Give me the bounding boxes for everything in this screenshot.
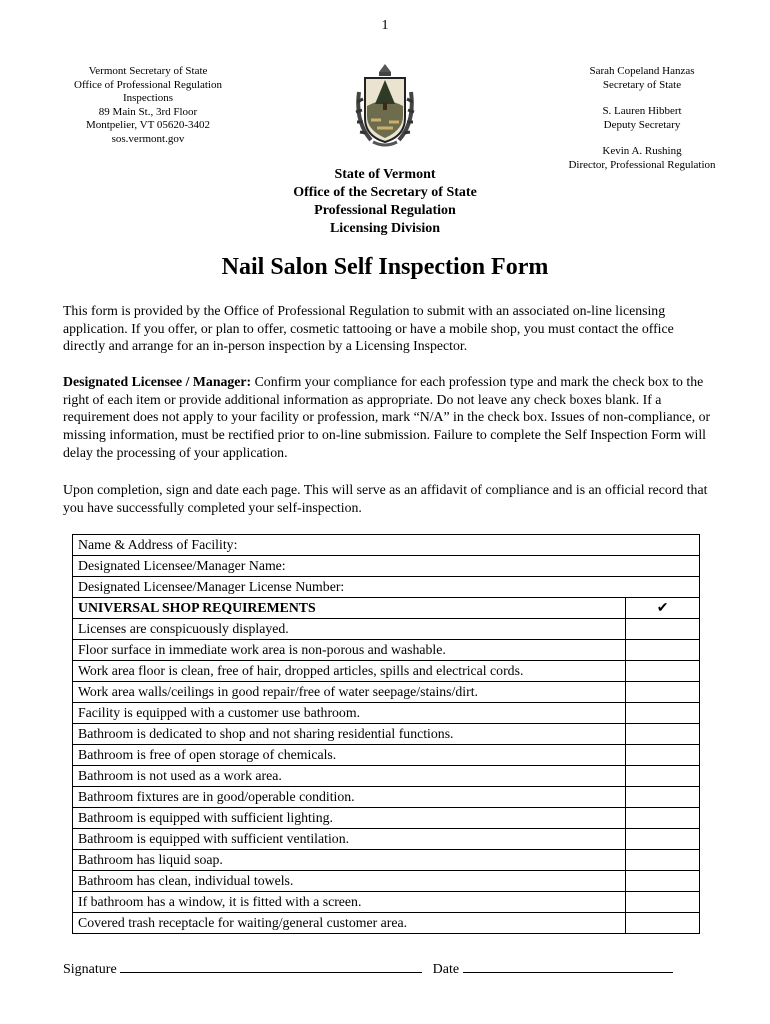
official-title: Deputy Secretary — [603, 118, 681, 131]
address-line: sos.vermont.gov — [111, 132, 185, 145]
requirement-text: Bathroom has clean, individual towels. — [73, 871, 626, 892]
requirement-text: Licenses are conspicuously displayed. — [73, 619, 626, 640]
official-name: Kevin A. Rushing — [602, 145, 682, 157]
table-row — [73, 766, 700, 787]
section-header-row — [73, 598, 700, 619]
sender-address — [62, 65, 234, 146]
address-line: Office of Professional Regulation — [74, 78, 222, 91]
table-row — [73, 808, 700, 829]
check-box[interactable] — [626, 871, 700, 892]
requirement-text: Facility is equipped with a customer use bathroom. — [73, 703, 626, 724]
official-name: S. Lauren Hibbert — [602, 105, 682, 117]
official-name: Sarah Copeland Hanzas — [589, 65, 695, 77]
check-box[interactable] — [626, 640, 700, 661]
requirement-text: Bathroom is free of open storage of chemicals. — [73, 745, 626, 766]
instructions-paragraph — [63, 373, 713, 462]
inspection-table — [72, 534, 700, 934]
intro-paragraph: This form is provided by the Office of Professional Regulation to submit with an associated on-line licensing application. If you offer, or plan to offer, cosmetic tattooing or have a mobile shop, you must contact the office directly and arrange for an in-person inspection by a Licensing Inspector. — [63, 303, 674, 354]
signature-label: Signature — [63, 962, 117, 977]
requirement-text: Covered trash receptacle for waiting/general customer area. — [73, 913, 626, 934]
page-number: 1 — [381, 18, 389, 33]
check-box[interactable] — [626, 850, 700, 871]
check-box[interactable] — [626, 913, 700, 934]
check-box[interactable] — [626, 724, 700, 745]
office-line: State of Vermont — [334, 167, 436, 182]
completion-paragraph: Upon completion, sign and date each page. This will serve as an affidavit of compliance and is an official record that you have successfully completed your self-inspection. — [63, 482, 708, 515]
info-row — [73, 556, 700, 577]
instructions-text: Confirm your compliance for each profession type and mark the check box to the right of each item or provide additional information as appropriate. Do not leave any check boxes blank. If a requirement does not apply to your facility or profession, mark “N/A” in the check box. Issues of non-compliance, or missing information, must be rectified prior to on-line submission. Failure to complete the Self Inspection Form will delay the processing of your application. — [63, 374, 711, 460]
address-line: Inspections — [122, 92, 174, 104]
requirement-text: If bathroom has a window, it is fitted with a screen. — [73, 892, 626, 913]
requirement-text: Bathroom is not used as a work area. — [73, 766, 626, 787]
checkmark-icon: ✔ — [626, 598, 700, 619]
info-row — [73, 577, 700, 598]
manager-license-field[interactable]: Designated Licensee/Manager License Number: — [73, 577, 700, 598]
table-row — [73, 892, 700, 913]
check-box[interactable] — [626, 682, 700, 703]
vermont-state-seal-icon — [349, 62, 421, 150]
table-row — [73, 745, 700, 766]
requirement-text: Bathroom fixtures are in good/operable condition. — [73, 787, 626, 808]
check-box[interactable] — [626, 661, 700, 682]
check-box[interactable] — [626, 892, 700, 913]
info-row — [73, 535, 700, 556]
instructions-label: Designated Licensee / Manager: — [63, 374, 252, 389]
signature-field[interactable] — [120, 958, 422, 973]
table-row — [73, 724, 700, 745]
office-line: Professional Regulation — [314, 203, 456, 218]
official-title: Director, Professional Regulation — [568, 158, 716, 171]
date-field[interactable] — [463, 958, 673, 973]
check-box[interactable] — [626, 808, 700, 829]
check-box[interactable] — [626, 787, 700, 808]
address-line: Vermont Secretary of State — [88, 65, 208, 77]
form-title: Nail Salon Self Inspection Form — [221, 254, 549, 280]
facility-name-address-field[interactable]: Name & Address of Facility: — [73, 535, 700, 556]
official-title: Secretary of State — [602, 78, 682, 91]
table-row — [73, 829, 700, 850]
requirement-text: Floor surface in immediate work area is non-porous and washable. — [73, 640, 626, 661]
manager-name-field[interactable]: Designated Licensee/Manager Name: — [73, 556, 700, 577]
requirement-text: Work area floor is clean, free of hair, dropped articles, spills and electrical cords. — [73, 661, 626, 682]
table-row — [73, 913, 700, 934]
requirement-text: Bathroom is dedicated to shop and not sharing residential functions. — [73, 724, 626, 745]
signature-date-line — [63, 958, 703, 978]
office-line: Office of the Secretary of State — [293, 185, 477, 200]
table-row — [73, 703, 700, 724]
table-row — [73, 640, 700, 661]
check-box[interactable] — [626, 703, 700, 724]
requirement-text: Bathroom has liquid soap. — [73, 850, 626, 871]
table-row — [73, 619, 700, 640]
check-box[interactable] — [626, 829, 700, 850]
section-title: UNIVERSAL SHOP REQUIREMENTS — [73, 598, 626, 619]
officials-list — [562, 65, 722, 172]
requirement-text: Work area walls/ceilings in good repair/free of water seepage/stains/dirt. — [73, 682, 626, 703]
table-row — [73, 871, 700, 892]
office-line: Licensing Division — [329, 221, 441, 236]
table-row — [73, 787, 700, 808]
table-row — [73, 682, 700, 703]
check-box[interactable] — [626, 745, 700, 766]
office-heading — [0, 166, 770, 238]
requirement-text: Bathroom is equipped with sufficient ventilation. — [73, 829, 626, 850]
requirement-text: Bathroom is equipped with sufficient lighting. — [73, 808, 626, 829]
date-label: Date — [432, 962, 460, 977]
table-row — [73, 661, 700, 682]
check-box[interactable] — [626, 766, 700, 787]
address-line: Montpelier, VT 05620-3402 — [85, 119, 211, 131]
address-line: 89 Main St., 3rd Floor — [98, 105, 198, 118]
check-box[interactable] — [626, 619, 700, 640]
table-row — [73, 850, 700, 871]
